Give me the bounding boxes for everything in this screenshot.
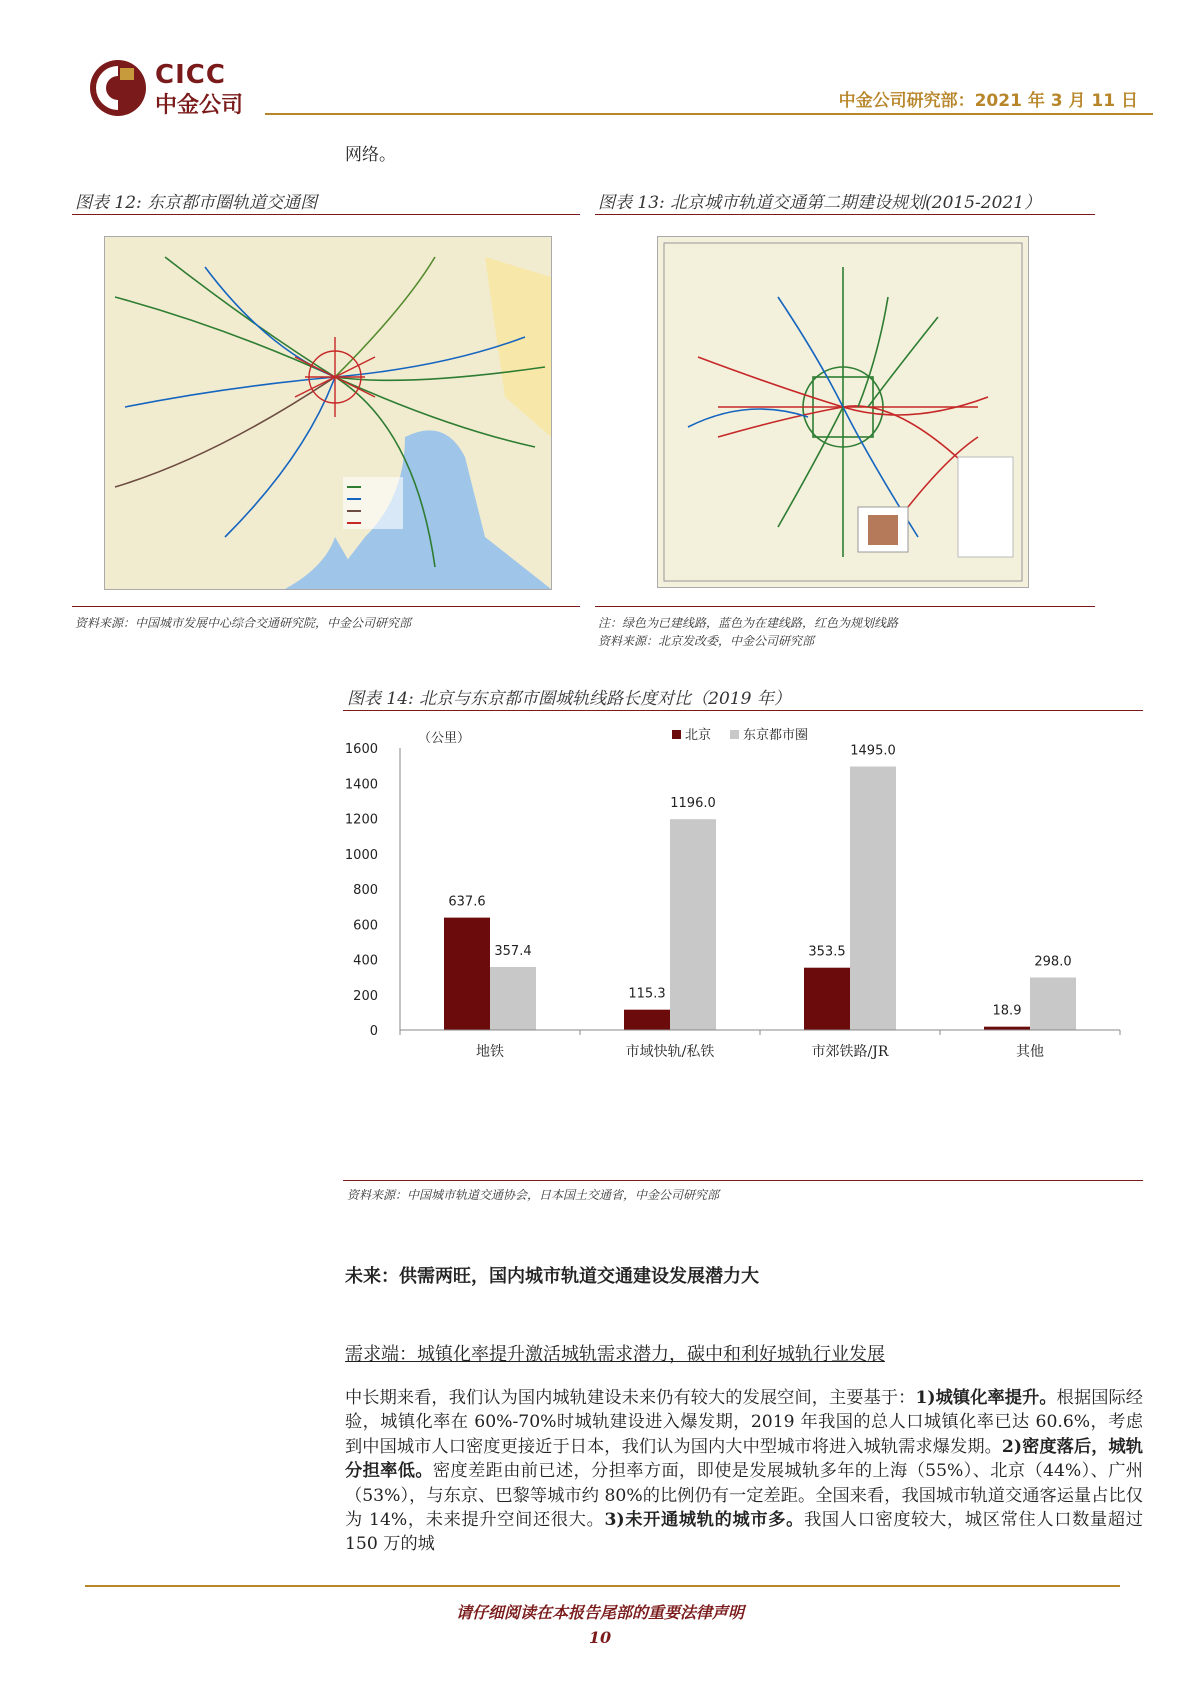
intro-text: 网络。	[345, 145, 396, 165]
y-tick-label: 400	[353, 953, 378, 969]
cicc-logo-icon	[88, 58, 148, 118]
bar-value-label: 357.4	[494, 944, 532, 960]
y-tick-label: 1600	[344, 742, 378, 757]
y-tick-label: 600	[353, 918, 378, 934]
fig12-rule	[72, 214, 580, 215]
para-bold-1: 1)城镇化率提升。	[915, 1388, 1057, 1408]
bar-value-label: 353.5	[808, 944, 846, 960]
bar-value-label: 637.6	[448, 894, 486, 910]
bar-beijing	[444, 918, 490, 1030]
x-category-label: 市域快轨/私铁	[625, 1044, 715, 1060]
sub-title: 需求端：城镇化率提升激活城轨需求潜力，碳中和利好城轨行业发展	[345, 1344, 885, 1365]
rail-length-chart	[340, 720, 1140, 1160]
logo-text-en: CICC	[155, 60, 226, 90]
fig13-title: 图表 13: 北京城市轨道交通第二期建设规划(2015-2021）	[598, 193, 1042, 213]
legend-swatch-tokyo	[730, 730, 739, 739]
logo-text-cn: 中金公司	[155, 93, 244, 118]
bar-value-label: 1495.0	[850, 743, 896, 759]
para-bold-2: 2)密度落后，城轨分担率低。	[345, 1436, 1143, 1482]
bar-value-label: 298.0	[1034, 954, 1072, 970]
x-category-label: 其他	[1016, 1044, 1044, 1060]
fig12-title: 图表 12: 东京都市圈轨道交通图	[75, 193, 318, 213]
body-paragraph	[345, 1386, 1143, 1557]
y-unit-label: （公里）	[418, 731, 471, 746]
header-divider	[265, 113, 1153, 115]
report-date: 中金公司研究部：2021 年 3 月 11 日	[838, 91, 1138, 111]
fig12-source: 资料来源：中国城市发展中心综合交通研究院，中金公司研究部	[75, 616, 412, 630]
fig13-note: 注：绿色为已建线路，蓝色为在建线路，红色为规划线路	[598, 616, 899, 630]
bar-tokyo	[670, 819, 716, 1030]
legal-notice: 请仔细阅读在本报告尾部的重要法律声明	[455, 1603, 744, 1622]
fig14-title: 图表 14: 北京与东京都市圈城轨线路长度对比（2019 年）	[347, 689, 791, 709]
bar-tokyo	[850, 767, 896, 1030]
tokyo-rail-map	[104, 236, 552, 590]
bar-tokyo	[490, 967, 536, 1030]
para-text-1: 中长期来看，我们认为国内城轨建设未来仍有较大的发展空间，主要基于：	[345, 1388, 916, 1408]
page-number: 10	[588, 1628, 612, 1647]
bar-beijing	[804, 968, 850, 1030]
chart-legend	[672, 727, 808, 743]
bar-value-label: 18.9	[992, 1003, 1022, 1019]
fig12-bottom-rule	[72, 606, 580, 607]
fig14-source: 资料来源：中国城市轨道交通协会，日本国土交通省，中金公司研究部	[347, 1188, 720, 1202]
legend-label-tokyo: 东京都市圈	[743, 728, 809, 743]
beijing-rail-map	[657, 236, 1029, 588]
y-tick-label: 800	[353, 883, 378, 898]
bar-value-label: 1196.0	[670, 796, 716, 812]
y-tick-label: 1000	[344, 847, 378, 863]
fig13-rule	[595, 214, 1095, 215]
para-bold-3: 3)未开通城轨的城市多。	[604, 1510, 805, 1531]
x-category-label: 地铁	[476, 1044, 504, 1060]
fig13-source: 资料来源：北京发改委，中金公司研究部	[598, 634, 815, 648]
y-tick-label: 1200	[344, 812, 378, 828]
y-tick-label: 1400	[344, 777, 378, 793]
fig13-bottom-rule	[595, 606, 1095, 607]
bar-beijing	[624, 1010, 670, 1030]
bar-value-label: 115.3	[628, 986, 666, 1002]
footer-divider	[85, 1585, 1120, 1587]
x-category-label: 市郊铁路/JR	[811, 1044, 889, 1060]
section-title: 未来：供需两旺，国内城市轨道交通建设发展潜力大	[345, 1266, 759, 1287]
y-tick-label: 200	[353, 988, 378, 1004]
para-text-2: 根据国际经验，城镇化率在 60%-70%时城轨建设进入爆发期，2019 年我国的总人口城镇化率已达 60.6%，考虑到中国城市人口密度更接近于日本，我们认为国内大中型城市将进入城轨需求爆发期。	[345, 1388, 1143, 1457]
bar-tokyo	[1030, 977, 1076, 1030]
fig14-bottom-rule	[343, 1180, 1143, 1181]
legend-swatch-beijing	[672, 730, 681, 739]
legend-label-beijing: 北京	[685, 728, 712, 743]
y-tick-label: 0	[369, 1024, 378, 1039]
para-text-4: 我国人口密度较大，城区常住人口数量超过 150 万的城	[345, 1510, 1143, 1555]
para-text-3: 密度差距由前已述，分担率方面，即使是发展城轨多年的上海（55%）、北京（44%）、广州（53%），与东京、巴黎等城市约 80%的比例仍有一定差距。全国来看，我国城市轨道交通客运量占比仅为 14%，未来提升空间还很大。	[345, 1461, 1143, 1531]
fig14-rule	[343, 710, 1143, 711]
